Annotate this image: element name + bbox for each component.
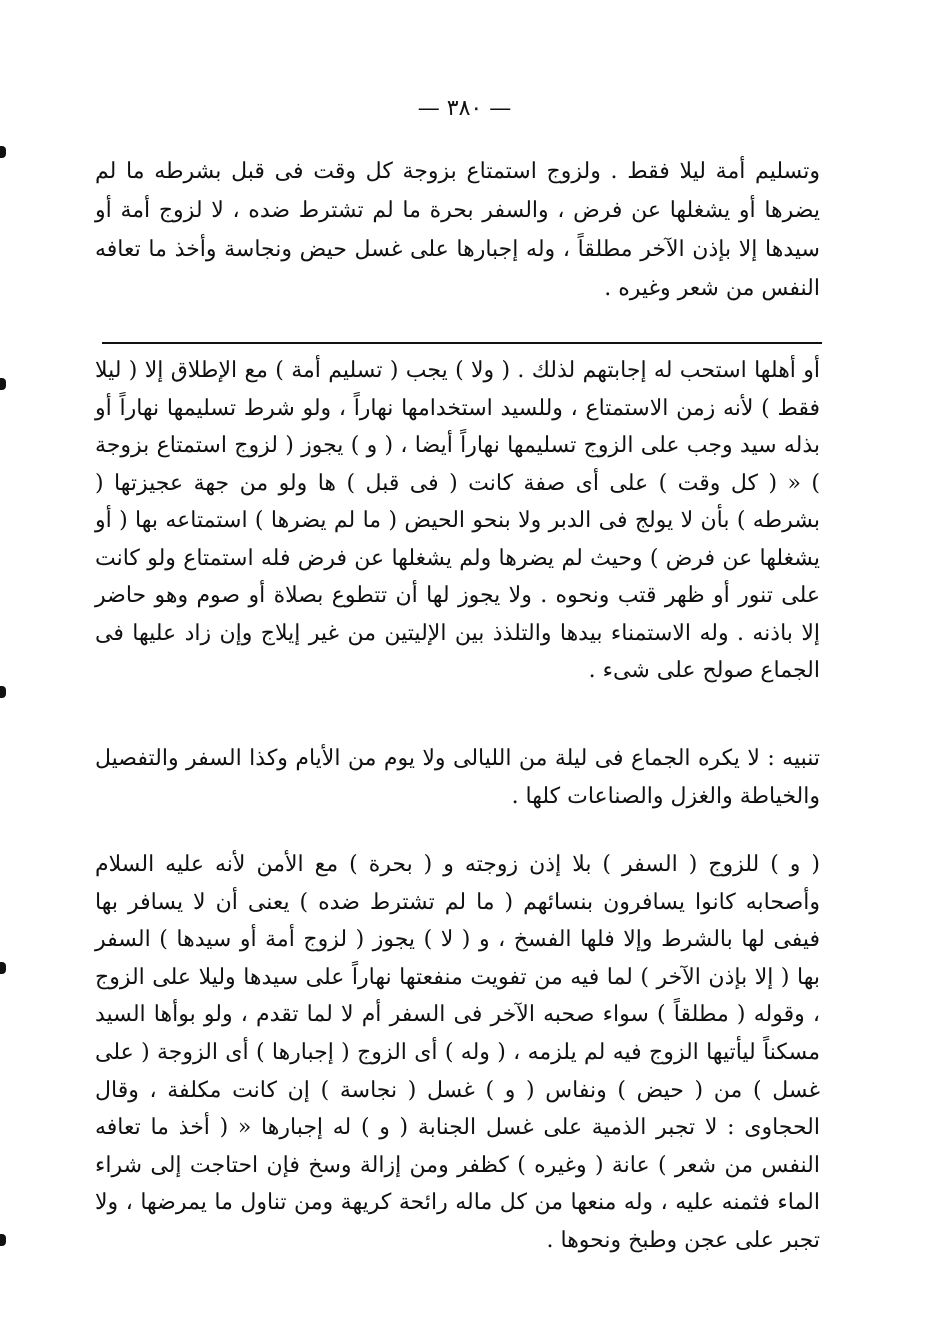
- commentary-paragraph-2: ( و ) للزوج ( السفر ) بلا إذن زوجته و ( بحرة ) مع الأمن لأنه عليه السلام وأصحابه كانوا يسافرون بنسائهم ( ما لم تشترط ضده ) يعنى أن لا يسافر بها فيفى لها بالشرط وإلا فلها الفسخ ، و ( لا ) يجوز ( لزوج أمة أو سيدها ) السفر بها ( إلا بإذن الآخر ) لما فيه من تفويت منفعتها نهاراً على سيدها وليلا على الزوج ، وقوله ( مطلقاً ) سواء صحبه الآخر فى السفر أم لا لما تقدم ، ولو بوأها السيد مسكناً ليأتيها الزوج فيه لم يلزمه ، ( وله ) أى الزوج ( إجبارها ) أى الزوجة ( على غسل ) من ( حيض ) ونفاس ( و ) غسل ( نجاسة ) إن كانت مكلفة ، وقال الحجاوى : لا تجبر الذمية على غسل الجنابة ( و ) له إجبارها « ( أخذ ما تعافه النفس من شعر ) عانة ( وغيره ) كظفر ومن إزالة وسخ فإن احتاجت إلى شراء الماء فثمنه عليه ، وله منعها من كل ماله رائحة كريهة ومن تناول ما يمرضها ، ولا تجبر على عجن وطبخ ونحوها .: [95, 852, 820, 1253]
- margin-mark: [0, 962, 6, 974]
- margin-mark: [0, 378, 6, 390]
- note-block: [95, 740, 820, 815]
- margin-mark: [0, 146, 6, 158]
- commentary-paragraph: أو أهلها استحب له إجابتهم لذلك . ( ولا ) يجب ( تسليم أمة ) مع الإطلاق إلا ( ليلا فقط ) لأنه زمن الاستمتاع ، وللسيد استخدامها نهاراً ، ولو شرط تسليمها نهاراً أو بذله سيد وجب على الزوج تسليمها نهاراً أيضا ، ( و ) يجوز ( لزوج استمتاع بزوجة ) « ( كل وقت ) على أى صفة كانت ( فى قبل ) ها ولو من جهة عجيزتها ( بشرطه ) بأن لا يولج فى الدبر ولا بنحو الحيض ( ما لم يضرها ) استمتاعه بها ( أو يشغلها عن فرض ) وحيث لم يضرها ولم يشغلها عن فرض فله استمتاع ولو كانت على تنور أو ظهر قتب ونحوه . ولا يجوز لها أن تتطوع بصلاة أو صوم وهو حاضر إلا باذنه . وله الاستمناء بيدها والتلذذ بين الإليتين من غير إيلاج وإن زاد عليها فى الجماع صولح على شىء .: [95, 358, 820, 683]
- main-text: [95, 152, 820, 308]
- note-paragraph: تنبيه : لا يكره الجماع فى ليلة من الليالى ولا يوم من الأيام وكذا السفر والتفصيل والخياطة والغزل والصناعات كلها .: [95, 746, 820, 809]
- margin-mark: [0, 1234, 6, 1246]
- main-paragraph: وتسليم أمة ليلا فقط . ولزوج استمتاع بزوجة كل وقت فى قبل بشرطه ما لم يضرها أو يشغلها عن فرض ، والسفر بحرة ما لم تشترط ضده ، لا لزوج أمة أو سيدها إلا بإذن الآخر مطلقاً ، وله إجبارها على غسل حيض ونجاسة وأخذ ما تعافه النفس من شعر وغيره .: [95, 159, 820, 301]
- commentary-block-2: [95, 846, 820, 1260]
- page-number: — ٣٨٠ —: [417, 96, 512, 121]
- separator-rule: [102, 342, 822, 344]
- commentary-block: [95, 352, 820, 690]
- margin-mark: [0, 686, 6, 698]
